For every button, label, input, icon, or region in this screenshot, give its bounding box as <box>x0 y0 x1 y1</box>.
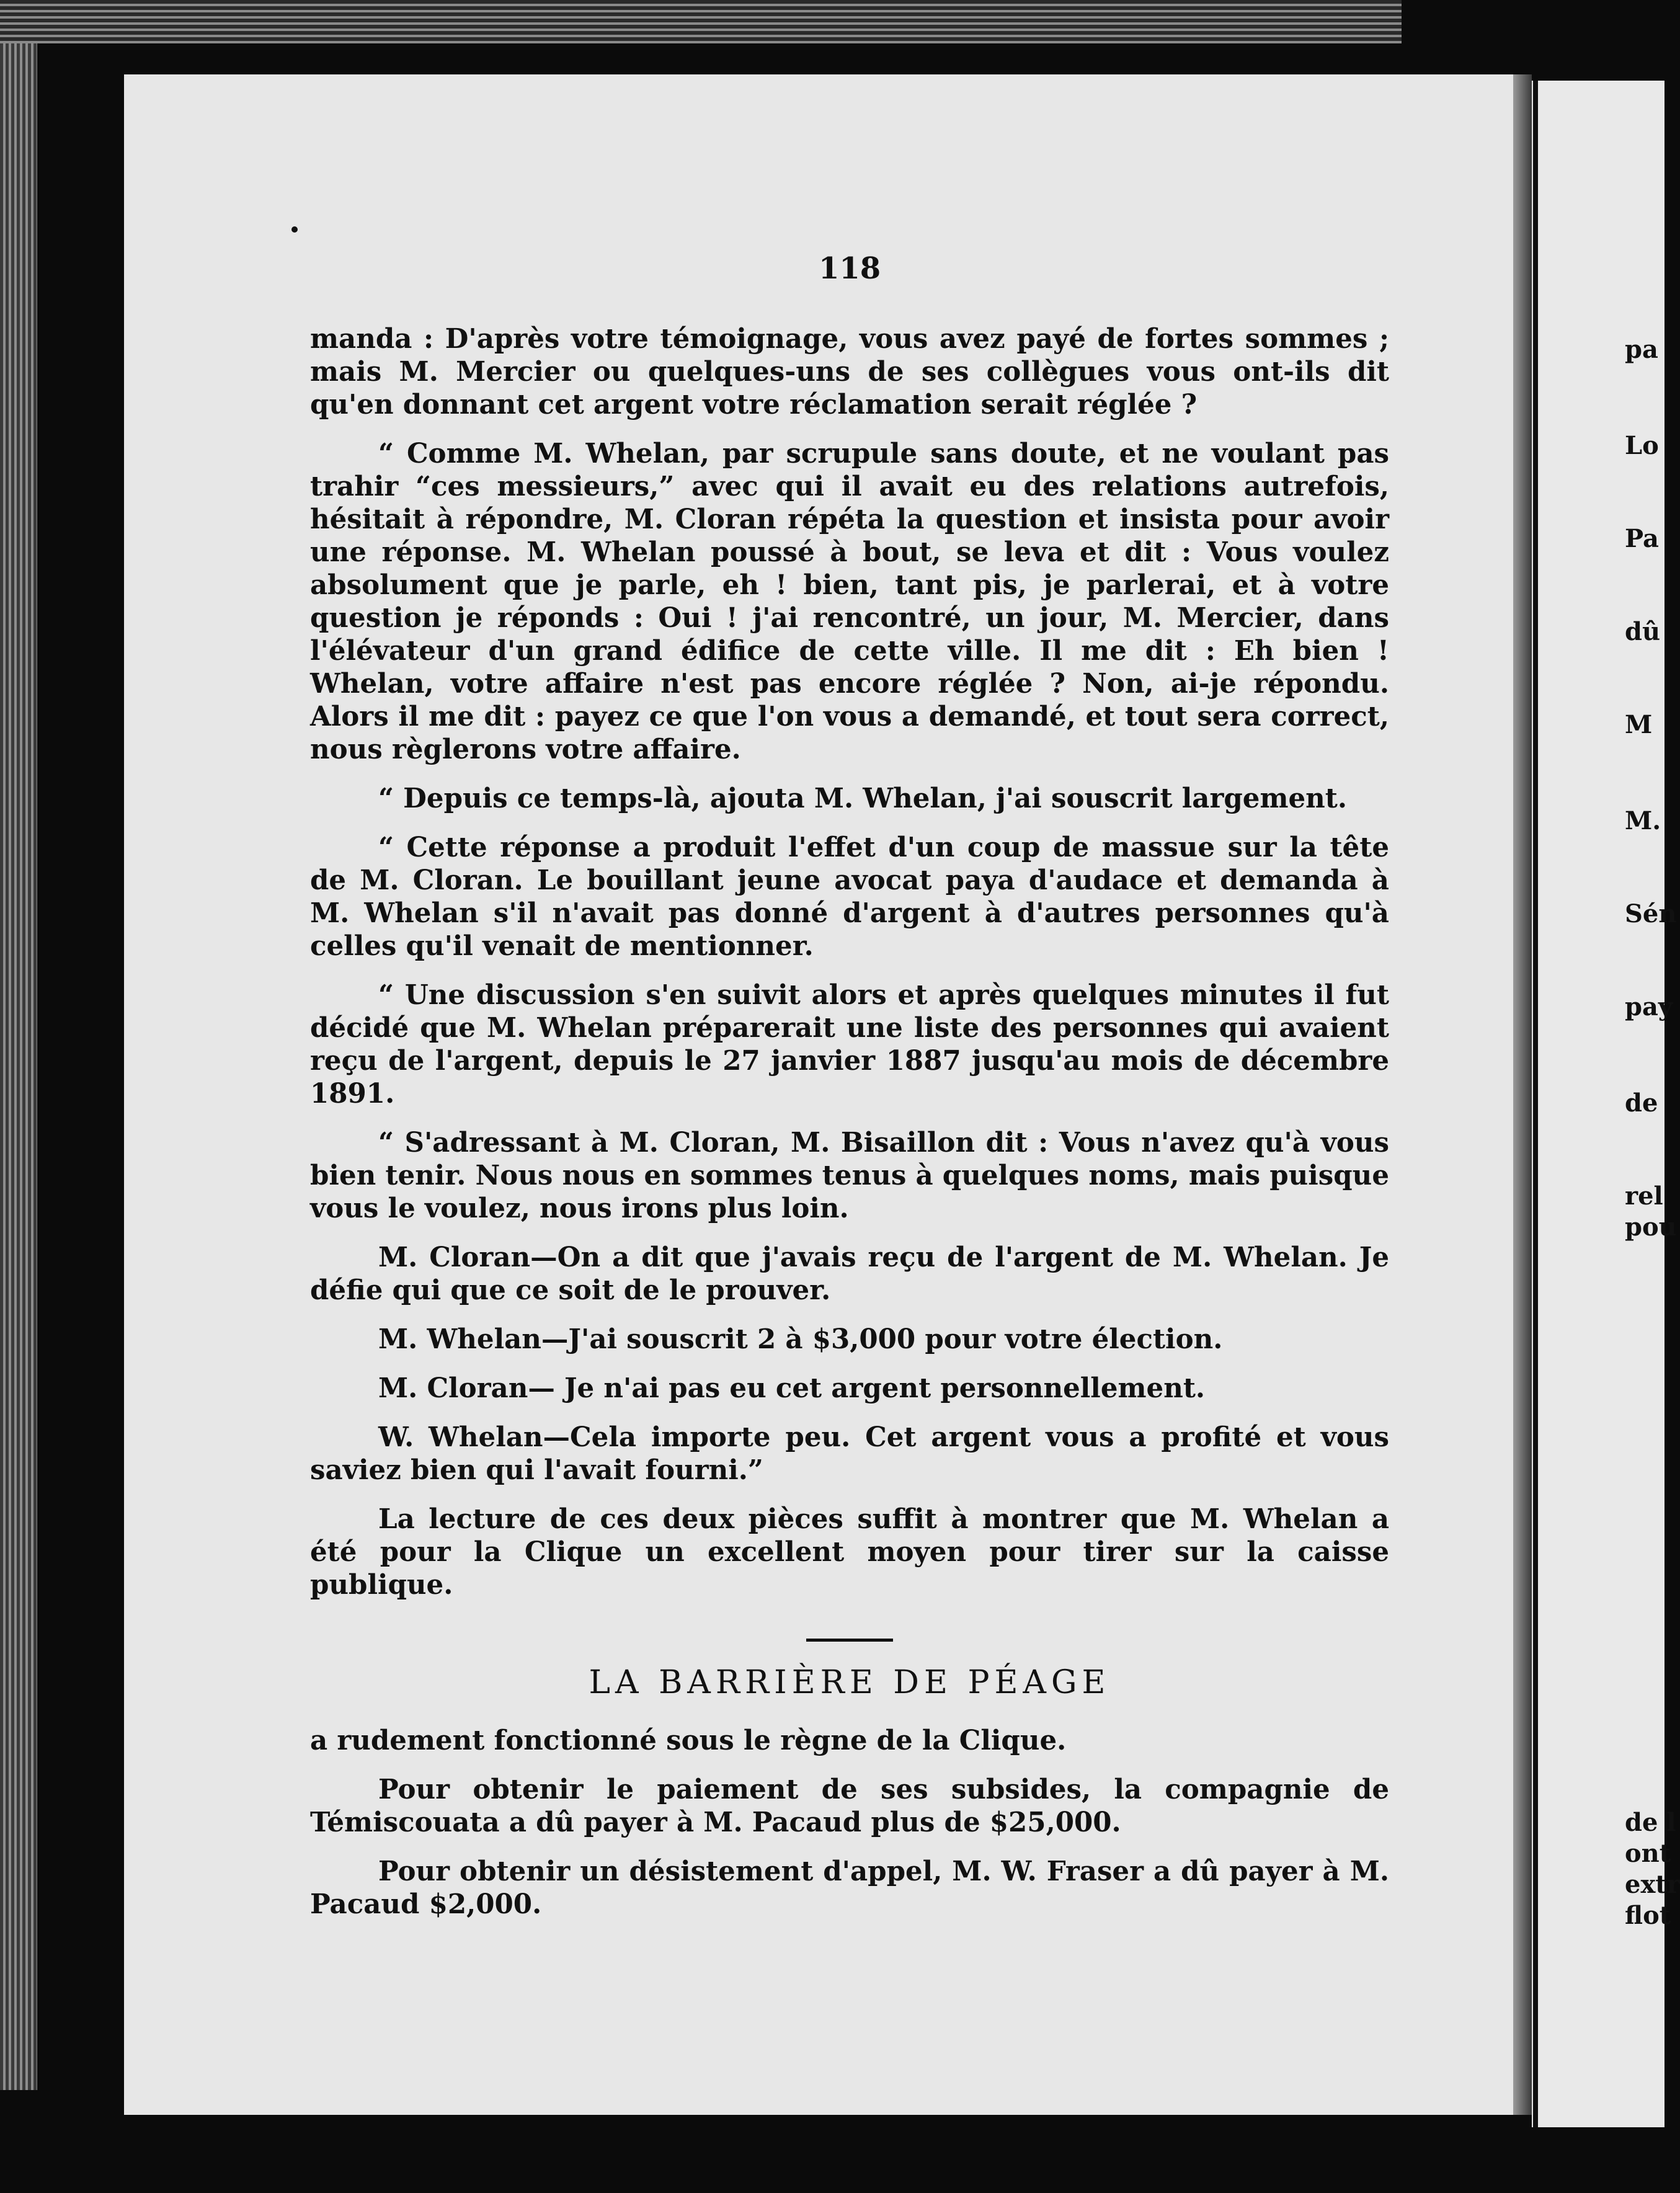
paragraph: “ S'adressant à M. Cloran, M. Bisaillon dit : Vous n'avez qu'à vous bien tenir. Nous nous en sommes tenus à quelques noms, mais puisque vous le voulez, nous irons plus loin. <box>310 1127 1389 1224</box>
paragraph: M. Whelan—J'ai souscrit 2 à $3,000 pour votre élection. <box>378 1323 1223 1355</box>
section-divider <box>806 1639 893 1642</box>
right-fragment: pay <box>1625 992 1673 1021</box>
right-fragment: ont <box>1625 1839 1671 1868</box>
right-fragment: de <box>1625 1088 1658 1118</box>
paragraph: manda : D'après votre témoignage, vous avez payé de fortes sommes ; mais M. Mercier ou quelques-uns de ses collègues vous ont-ils dit qu'en donnant cet argent votre réclamation serait réglée ? <box>310 323 1389 420</box>
speck <box>291 226 298 233</box>
right-fragment: flot <box>1625 1901 1671 1930</box>
paragraph-list-after-heading <box>310 1724 1389 1921</box>
right-fragment: pou <box>1625 1212 1677 1242</box>
paragraph: M. Cloran—On a dit que j'avais reçu de l'argent de M. Whelan. Je défie qui que ce soit de le prouver. <box>310 1242 1389 1306</box>
paragraph: M. Cloran— Je n'ai pas eu cet argent personnellement. <box>378 1372 1206 1404</box>
paragraph-list <box>310 322 1389 1601</box>
right-fragment: Pa <box>1625 524 1659 553</box>
paragraph: W. Whelan—Cela importe peu. Cet argent vous a profité et vous saviez bien qui l'avait fourni.” <box>310 1421 1389 1486</box>
paragraph: La lecture de ces deux pièces suffit à montrer que M. Whelan a été pour la Clique un excellent moyen pour tirer sur la caisse publique. <box>310 1503 1389 1601</box>
paragraph: “ Comme M. Whelan, par scrupule sans doute, et ne voulant pas trahir “ces messieurs,” avec qui il avait eu des relations autrefois, hésitait à répondre, M. Cloran répéta la question et insista pour avoir une réponse. M. Whelan poussé à bout, se leva et dit : Vous voulez absolument que je parle, eh ! bien, tant pis, je parlerai, et à votre question je réponds : Oui ! j'ai rencontré, un jour, M. Mercier, dans l'élévateur d'un grand édifice de cette ville. Il me dit : Eh bien ! Whelan, votre affaire n'est pas encore réglée ? Non, ai-je répondu. Alors il me dit : payez ce que l'on vous a demandé, et tout sera correct, nous règlerons votre affaire. <box>310 438 1389 765</box>
right-fragment: rel <box>1625 1181 1663 1211</box>
book-gutter <box>1513 74 1532 2115</box>
paragraph: a rudement fonctionné sous le règne de la Clique. <box>310 1725 1067 1756</box>
paragraph: Pour obtenir le paiement de ses subsides, la compagnie de Témiscouata a dû payer à M. Pacaud plus de $25,000. <box>310 1774 1389 1838</box>
section-heading: LA BARRIÈRE DE PÉAGE <box>589 1664 1111 1701</box>
document-body <box>310 248 1389 1937</box>
right-fragment: M <box>1625 710 1653 739</box>
right-fragment: pa <box>1625 335 1658 364</box>
right-fragment: dû <box>1625 617 1661 646</box>
paragraph: “ Une discussion s'en suivit alors et après quelques minutes il fut décidé que M. Whelan préparerait une liste des personnes qui avaient reçu de l'argent, depuis le 27 janvier 1887 jusqu'au mois de décembre 1891. <box>310 979 1389 1110</box>
right-fragment: Lo <box>1625 431 1659 460</box>
paragraph: Pour obtenir un désistement d'appel, M. W. Fraser a dû payer à M. Pacaud $2,000. <box>310 1856 1389 1920</box>
paragraph: “ Depuis ce temps-là, ajouta M. Whelan, j'ai souscrit largement. <box>378 783 1348 814</box>
paragraph: “ Cette réponse a produit l'effet d'un coup de massue sur la tête de M. Cloran. Le bouillant jeune avocat paya d'audace et demanda à M. Whelan s'il n'avait pas donné d'argent à d'autres personnes qu'à celles qu'il venait de mentionner. <box>310 832 1389 962</box>
page-number: 118 <box>819 251 881 286</box>
right-fragment: M. <box>1625 806 1661 835</box>
page-stack-top <box>0 0 1402 43</box>
right-fragment: extr <box>1625 1870 1680 1899</box>
right-page-edge-rule <box>1533 81 1538 2127</box>
right-fragment: de l <box>1625 1808 1676 1837</box>
right-fragment: Sén <box>1625 899 1677 928</box>
page-stack-left <box>0 43 37 2090</box>
right-page <box>1532 81 1680 2127</box>
